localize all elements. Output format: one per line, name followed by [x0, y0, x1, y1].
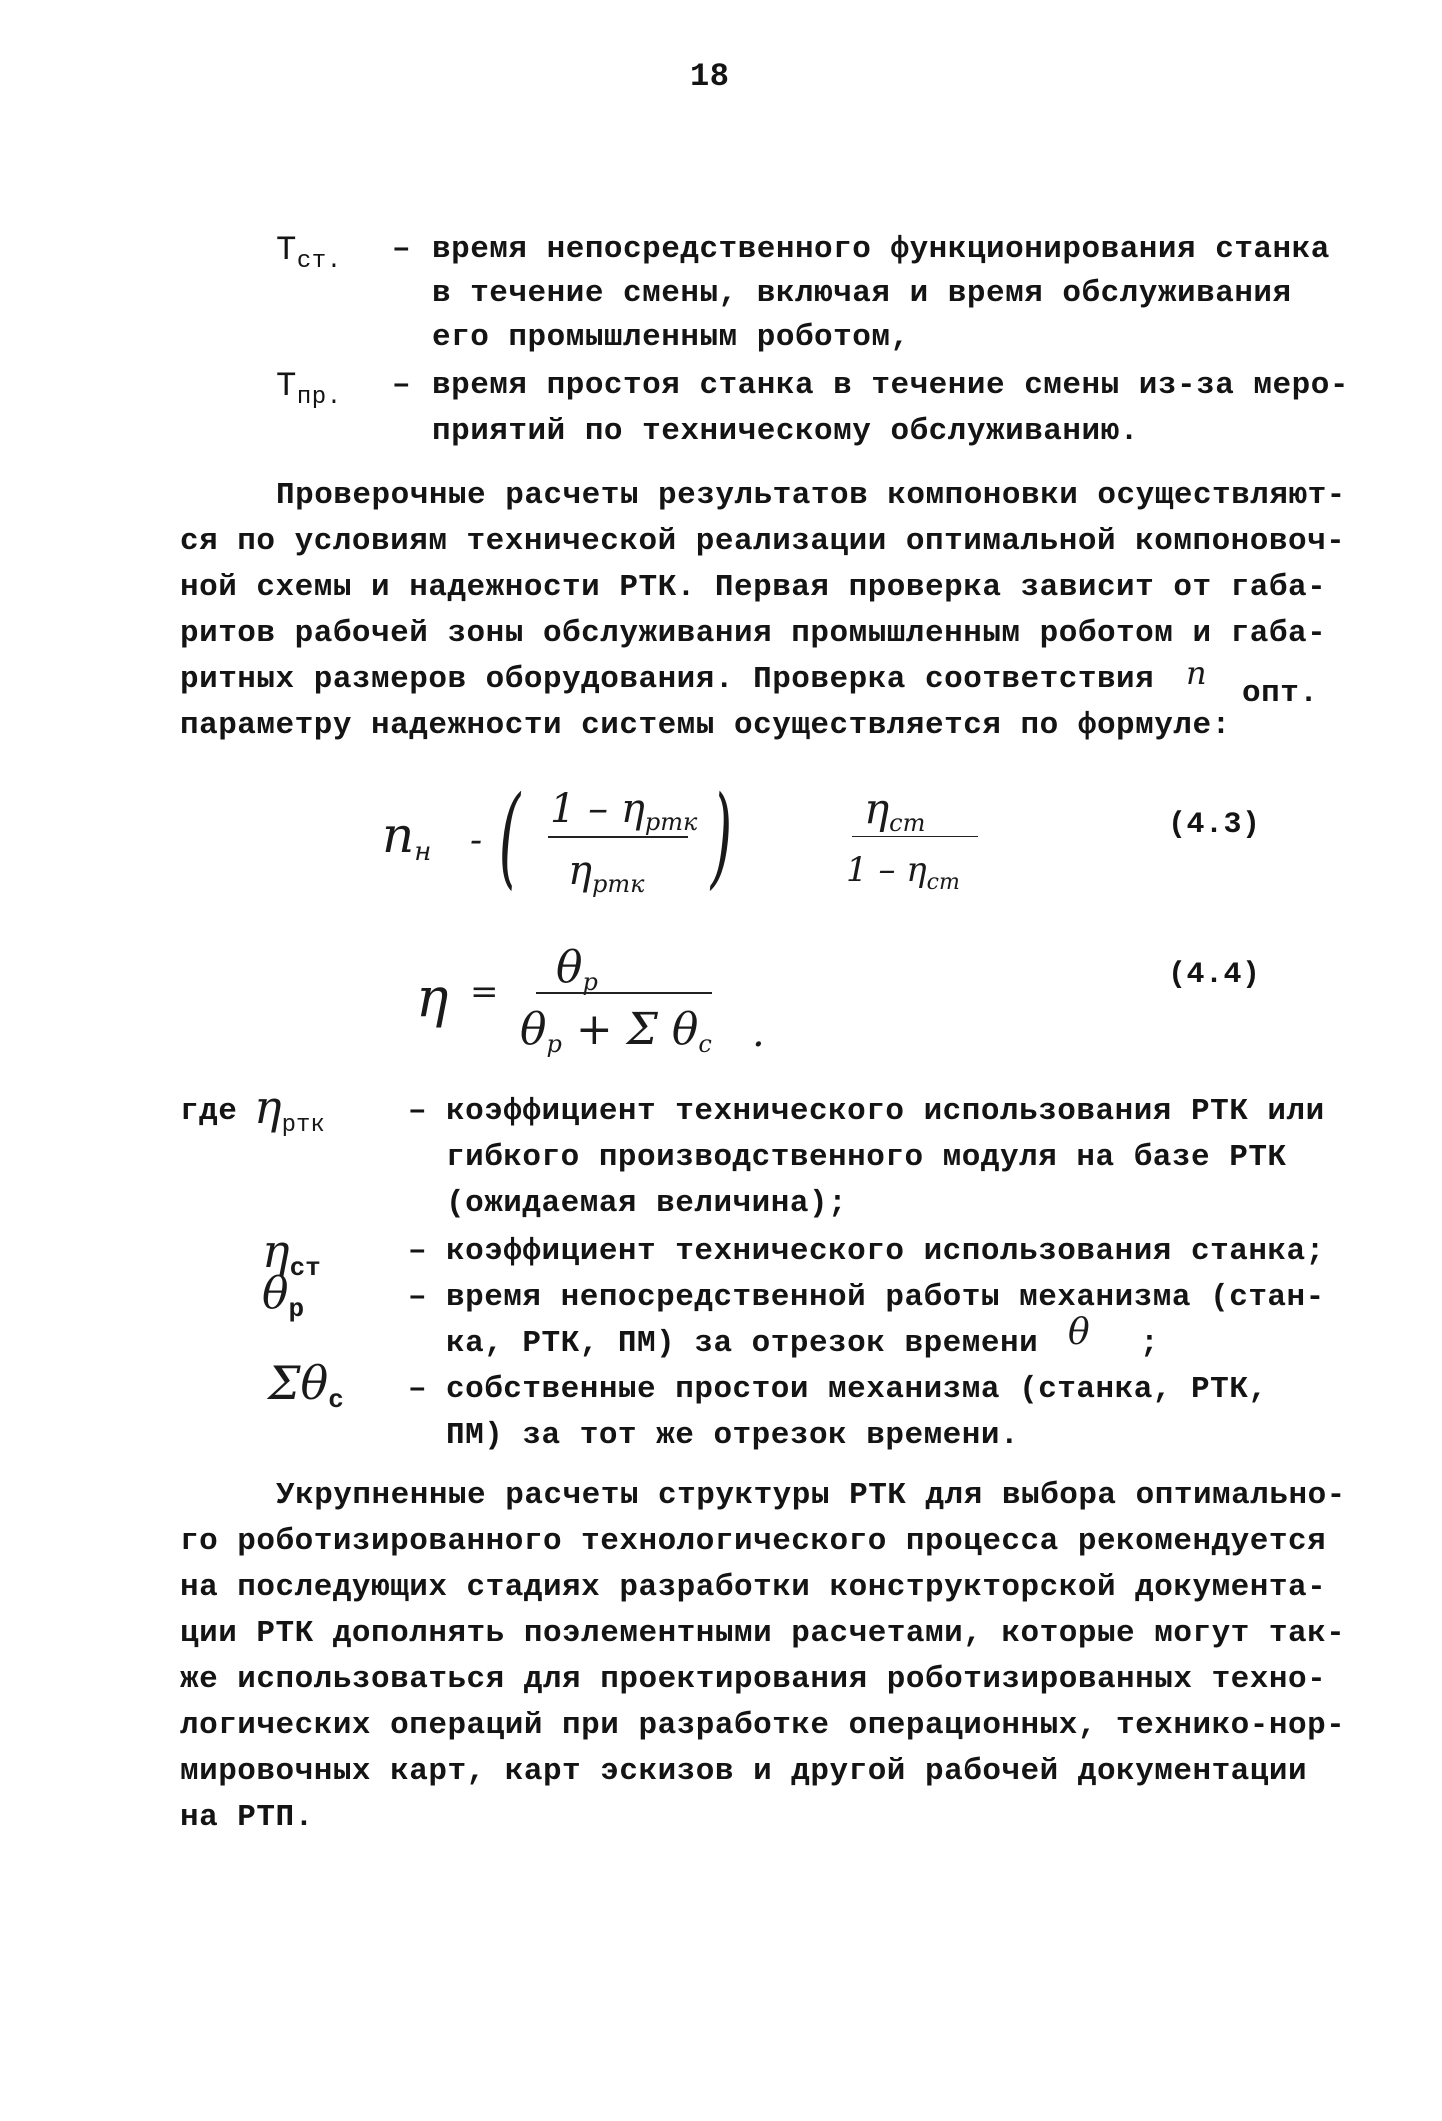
eq44-fraction-bar — [536, 992, 712, 994]
paragraph-line: ной схемы и надежности РТК. Первая проверка зависит от габа- — [180, 570, 1327, 605]
definition-line: ка, РТК, ПМ) за отрезок времени — [446, 1326, 1039, 1361]
dash: – — [392, 232, 412, 267]
eq43-denominator: $\eta_{ртк}$ — [568, 848, 645, 898]
eq44-equals: = — [470, 972, 499, 1012]
paragraph-line: Укрупненные расчеты структуры РТК для выбора оптимально- — [276, 1478, 1346, 1513]
paragraph-line: Проверочные расчеты результатов компоновки осуществляют- — [276, 478, 1346, 513]
subscript-opt: опт. — [1242, 676, 1319, 711]
equation-number: (4.4) — [1168, 958, 1261, 992]
symbol-t-pr: $T_{пр.}$ — [276, 368, 342, 411]
paragraph-line: ритов рабочей зоны обслуживания промышленным роботом и габа- — [180, 616, 1327, 651]
symbol-t-st: $T_{ст.}$ — [276, 232, 342, 275]
eq44-denominator: $\theta_р + \Sigma$ $\theta_с$ — [520, 1004, 712, 1058]
paragraph-line: параметру надежности системы осуществляется по формуле: — [180, 708, 1231, 743]
eq43-numerator: $1 - \eta_{ртк}$ — [550, 786, 698, 836]
definition-line: приятий по техническому обслуживанию. — [432, 414, 1139, 449]
definition-line: время непосредственного функционирования станка — [432, 232, 1330, 267]
definition-line: собственные простои механизма (станка, РТК, — [446, 1372, 1268, 1407]
definition-line: в течение смены, включая и время обслуживания — [432, 276, 1292, 311]
symbol-theta: θ — [1068, 1312, 1090, 1353]
definition-line: коэффициент технического использования РТК или — [446, 1094, 1325, 1129]
dash: – — [408, 1280, 428, 1315]
paragraph-line: ся по условиям технической реализации оптимальной компоновоч- — [180, 524, 1346, 559]
dash: – — [408, 1234, 428, 1269]
definition-line: его промышленным роботом, — [432, 320, 910, 355]
eq43-close-paren: ) — [710, 772, 733, 900]
eq43-minus: - — [470, 820, 483, 861]
eq43-rhs-numerator: $\eta_{ст}$ — [864, 784, 926, 837]
dash: – — [392, 368, 412, 403]
dash: – — [408, 1094, 428, 1129]
definition-line: ПМ) за тот же отрезок времени. — [446, 1418, 1020, 1453]
paragraph-line: ции РТК дополнять поэлементными расчетами, которые могут так- — [180, 1616, 1346, 1651]
symbol-n: n — [1186, 654, 1207, 692]
eq43-rhs-fraction-bar — [852, 836, 978, 837]
eq43-lhs: $n_н$ — [382, 806, 432, 867]
symbol-theta-r: $\theta_р$ — [262, 1268, 305, 1324]
equation-number: (4.3) — [1168, 808, 1261, 842]
paragraph-line: на последующих стадиях разработки конструкторской документа- — [180, 1570, 1327, 1605]
dash: – — [408, 1372, 428, 1407]
paragraph-line: ритных размеров оборудования. Проверка соответствия — [180, 662, 1155, 697]
eq43-rhs-denominator: $1 - \eta_{ст}$ — [846, 850, 960, 895]
paragraph-line: же использоваться для проектирования роботизированных техно- — [180, 1662, 1327, 1697]
paragraph-line: на РТП. — [180, 1800, 314, 1835]
eq44-numerator: $\theta_р$ — [556, 942, 598, 996]
where-label: где — [180, 1094, 238, 1129]
eq44-lhs: η — [416, 966, 449, 1029]
paragraph-line: мировочных карт, карт эскизов и другой рабочей документации — [180, 1754, 1308, 1789]
eq43-open-paren: ( — [498, 772, 521, 900]
paragraph-line: логических операций при разработке операционных, технико-нор- — [180, 1708, 1346, 1743]
definition-line: время непосредственной работы механизма (стан- — [446, 1280, 1325, 1315]
definition-line: (ожидаемая величина); — [446, 1186, 848, 1221]
eq43-fraction-bar — [548, 836, 688, 838]
definition-line: время простоя станка в течение смены из-за меро- — [432, 368, 1349, 403]
definition-line: гибкого производственного модуля на базе РТК — [446, 1140, 1287, 1175]
semicolon: ; — [1140, 1326, 1160, 1361]
page-number: 18 — [690, 58, 730, 95]
eq44-period: . — [752, 1010, 765, 1056]
paragraph-line: го роботизированного технологического процесса рекомендуется — [180, 1524, 1327, 1559]
symbol-eta-rtk: $\eta_{ртк}$ — [254, 1080, 325, 1139]
symbol-sum-theta-c: $\Sigma\theta_с$ — [268, 1356, 344, 1415]
symbol-eta-st: $\eta_{ст}$ — [262, 1224, 321, 1283]
definition-line: коэффициент технического использования станка; — [446, 1234, 1325, 1269]
